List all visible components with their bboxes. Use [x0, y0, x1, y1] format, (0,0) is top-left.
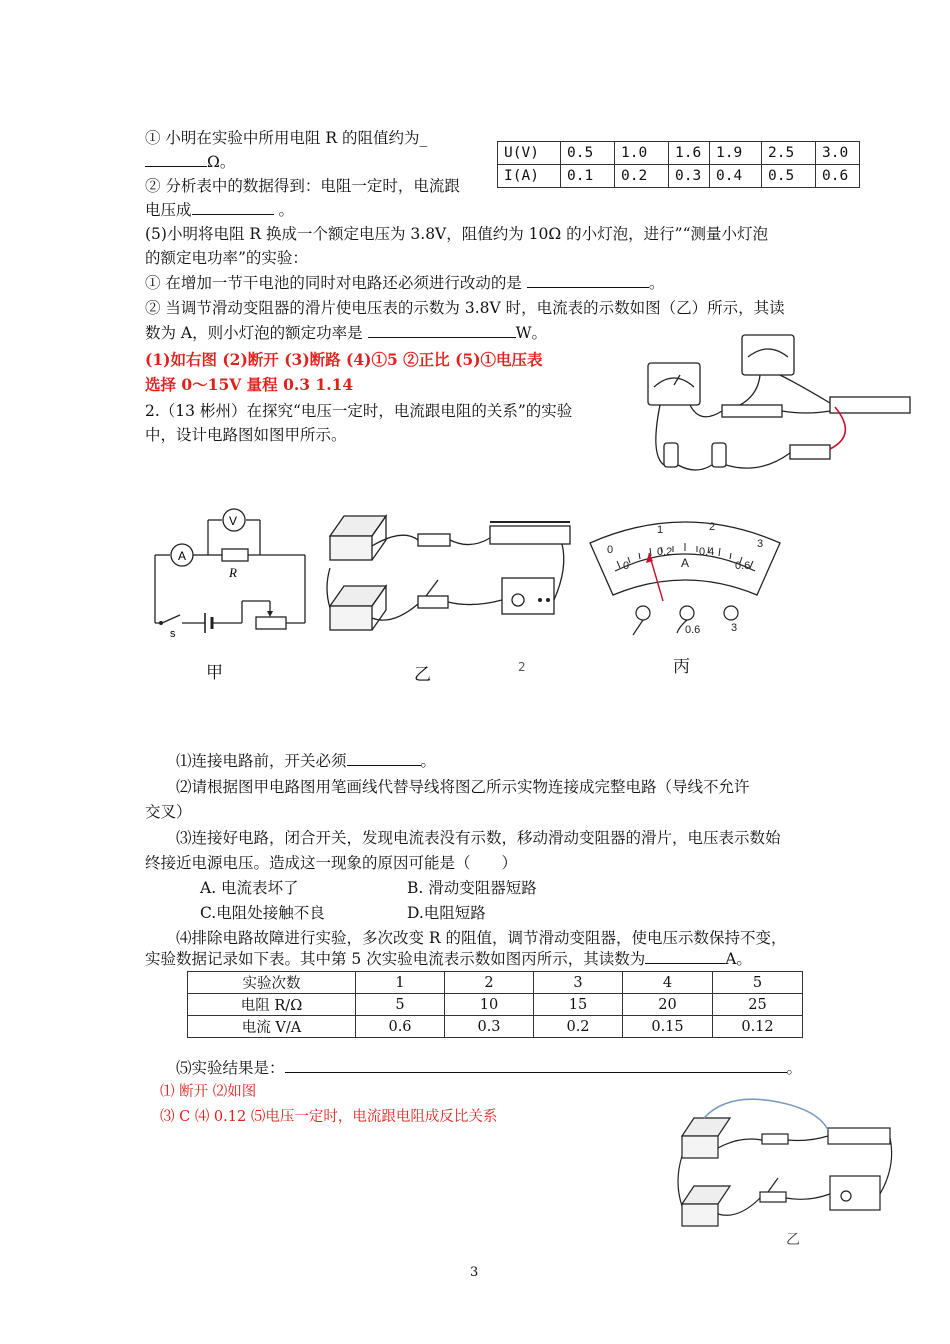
q1-part5-text-b: 的额定电功率”的实验：: [145, 249, 308, 267]
q1-part5-line2: [145, 247, 308, 269]
q2-part3-line2: [145, 852, 517, 874]
q1-part5-2-text-b: 数为 A，则小灯泡的额定功率是: [145, 324, 363, 342]
q2-intro-line1: [145, 400, 572, 422]
answer-blank[interactable]: [368, 322, 516, 338]
q1-part5-text: (5)小明将电阻 R 换成一个额定电压为 3.8V，阻值约为 10Ω 的小灯泡，进行”“测量小灯泡: [145, 225, 769, 243]
q2-part2-line1: [176, 776, 750, 798]
figure-label-yi-answer: 乙: [786, 1232, 800, 1248]
table-row: [188, 1016, 803, 1038]
q2-part3-text: ⑶连接好电路，闭合开关，发现电流表没有示数，移动滑动变阻器的滑片，电压表示数始: [176, 829, 781, 847]
figure-yi-apparatus: [322, 508, 584, 648]
resistor-label: R: [229, 565, 237, 580]
q1-part4-unit: Ω。: [207, 153, 236, 171]
table-cell: 电流 V/A: [188, 1016, 356, 1038]
q2-part4-end: A。: [725, 950, 752, 968]
q1-part5-line1: [145, 223, 768, 245]
terminal-negative: [636, 606, 650, 620]
resistor-icon: [418, 534, 450, 546]
q2-part2-text: ⑵请根据图甲电路图用笔画线代替导线将图乙所示实物连接成完整电路（导线不允许: [176, 778, 750, 796]
terminal-0-6: [680, 606, 694, 620]
rheostat-icon: [828, 1128, 890, 1144]
q2-answer-text-b: ⑶ C ⑷ 0.12 ⑸电压一定时，电流跟电阻成反比关系: [160, 1109, 498, 1125]
q1-part4-line2: [145, 151, 235, 173]
q1-part5-2-end: W。: [515, 324, 547, 342]
option-c-text: C.电阻处接触不良: [200, 904, 325, 922]
terminal-label: 3: [731, 622, 738, 634]
q2-part4-text: ⑷排除电路故障进行实验，多次改变 R 的阻值，调节滑动变阻器，使电压示数保持不变，: [176, 929, 787, 947]
q1-part5-2-line1: [145, 297, 785, 319]
figure-label-jia: 甲: [206, 663, 223, 683]
q1-answer-line2: [145, 374, 353, 396]
table-row: [498, 165, 860, 188]
table-cell: 电阻 R/Ω: [188, 994, 356, 1016]
resistor-icon: [722, 405, 782, 417]
switch-icon: [760, 1192, 786, 1202]
figure-label-two: 2: [518, 660, 526, 674]
ammeter-icon: [330, 586, 386, 606]
table-cell: I(A): [498, 165, 561, 188]
table-cell: 0.4: [710, 165, 762, 188]
option-a-text: A. 电流表坏了: [200, 879, 299, 897]
table-cell: 实验次数: [188, 972, 356, 994]
q1-part5-2-text: ② 当调节滑动变阻器的滑片使电压表的示数为 3.8V 时，电流表的示数如图（乙）所示，其读: [145, 299, 785, 317]
q1-answer-circuit-figure: [630, 325, 920, 485]
answer-blank[interactable]: [645, 948, 725, 964]
table-cell: 15: [534, 994, 623, 1016]
table-cell: 0.12: [713, 1016, 803, 1038]
dial-bottom-tick: 0: [623, 560, 630, 572]
q2-part5: [176, 1057, 802, 1079]
page-number: 3: [470, 1265, 479, 1280]
figure-bing-ammeter-dial: [585, 503, 785, 653]
battery-icon: [712, 443, 726, 467]
q2-answer-line2: [160, 1106, 497, 1128]
table-cell: 1.9: [710, 142, 762, 165]
option-d[interactable]: [407, 902, 486, 924]
table-cell: 5: [713, 972, 803, 994]
dial-top-tick: 1: [657, 524, 664, 536]
table-row: [498, 142, 860, 165]
q1-part4-line1: [145, 127, 427, 149]
q1-part4-2-text: ② 分析表中的数据得到：电阻一定时，电流跟: [145, 177, 460, 195]
figure-label-bing: 丙: [673, 657, 690, 677]
rheostat-symbol: [256, 617, 286, 629]
q2-answer-text: ⑴ 断开 ⑵如图: [160, 1084, 257, 1100]
switch-symbol: [162, 615, 180, 623]
table-cell: 10: [445, 994, 534, 1016]
resistor-symbol: [222, 549, 248, 561]
ammeter-label: A: [178, 549, 187, 563]
q2-part2-text-b: 交叉）: [145, 803, 192, 821]
q1-part5-1: [145, 272, 664, 294]
dial-unit: A: [681, 556, 690, 570]
voltmeter-icon: [682, 1118, 730, 1136]
q2-part1: [176, 750, 436, 772]
dial-bottom-tick: 0.2: [657, 546, 673, 558]
q2-intro-text: 2.（13 彬州）在探究“电压一定时，电流跟电阻的关系”的实验: [145, 402, 573, 420]
power-supply-icon: [830, 1176, 880, 1210]
answer-blank[interactable]: [347, 750, 421, 766]
q2-part5-end: 。: [786, 1059, 803, 1077]
table-cell: 4: [623, 972, 713, 994]
q2-part3-text-b: 终接近电源电压。造成这一现象的原因可能是（ ）: [145, 854, 518, 872]
q2-part4-line2: [145, 948, 752, 970]
table-row: [188, 994, 803, 1016]
q1-part5-1-text: ① 在增加一节干电池的同时对电路还必须进行改动的是: [145, 274, 522, 292]
q1-part4-text: ① 小明在实验中所用电阻 R 的阻值约为_: [145, 129, 428, 147]
table-cell: 3: [534, 972, 623, 994]
q2-part4-text-b: 实验数据记录如下表。其中第 5 次实验电流表示数如图丙所示，其读数为: [145, 950, 646, 968]
terminal-3: [724, 606, 738, 620]
voltmeter-label: V: [229, 514, 238, 528]
table-cell: 0.6: [816, 165, 860, 188]
option-c[interactable]: [200, 902, 325, 924]
q1-answer-text: (1)如右图 (2)断开 (3)断路 (4)①5 ②正比 (5)①电压表: [145, 350, 543, 369]
q2-data-table: [187, 971, 803, 1038]
table-cell: 1.0: [615, 142, 669, 165]
option-d-text: D.电阻短路: [407, 904, 486, 922]
figure-label-yi: 乙: [414, 665, 431, 685]
q1-part5-1-end: 。: [648, 274, 665, 292]
table-cell: 1: [356, 972, 445, 994]
battery-icon: [664, 443, 678, 467]
dial-zero: 0: [607, 544, 614, 556]
power-supply-icon: [502, 578, 554, 614]
switch-label: s: [170, 628, 176, 640]
dial-top-tick: 2: [709, 521, 716, 533]
switch-icon: [790, 445, 830, 459]
table-cell: 0.5: [762, 165, 816, 188]
q2-part1-end: 。: [420, 752, 437, 770]
q2-part3-line1: [176, 827, 781, 849]
q2-answer-line1: [160, 1081, 256, 1103]
q1-answer-text-b: 选择 0～15V 量程 0.3 1.14: [145, 375, 354, 394]
q1-part4-2-end: 。: [278, 201, 294, 219]
q1-part4-2-text-b: 电压成: [145, 201, 192, 219]
table-cell: 2.5: [762, 142, 816, 165]
q2-part2-line2: [145, 801, 192, 823]
table-cell: 20: [623, 994, 713, 1016]
q1-answer-line1: [145, 349, 543, 371]
table-cell: 25: [713, 994, 803, 1016]
dial-top-tick: 3: [757, 538, 764, 550]
table-cell: 0.2: [615, 165, 669, 188]
table-cell: 2: [445, 972, 534, 994]
table-cell: 0.3: [445, 1016, 534, 1038]
q1-part4-2-line2: [145, 199, 294, 221]
option-b[interactable]: [407, 877, 537, 899]
dial-bottom-tick: 0.6: [735, 560, 751, 572]
voltmeter-icon: [330, 516, 386, 536]
option-b-text: B. 滑动变阻器短路: [407, 879, 537, 897]
q2-intro-text-b: 中，设计电路图如图甲所示。: [145, 426, 347, 444]
table-cell: 3.0: [816, 142, 860, 165]
table-cell: 1.6: [669, 142, 710, 165]
q1-part5-2-line2: [145, 322, 547, 344]
answer-blank[interactable]: [527, 272, 649, 288]
option-a[interactable]: [200, 877, 299, 899]
switch-icon: [418, 596, 448, 608]
table-cell: 0.3: [669, 165, 710, 188]
resistor-icon: [762, 1134, 788, 1144]
rheostat-icon: [830, 397, 910, 413]
table-cell: 0.6: [356, 1016, 445, 1038]
dial-bottom-tick: 0.4: [699, 546, 715, 558]
answer-blank[interactable]: [192, 199, 274, 215]
q2-intro-line2: [145, 424, 347, 446]
q2-part1-text: ⑴连接电路前，开关必须: [176, 752, 347, 770]
table-cell: 0.5: [561, 142, 615, 165]
q2-answer-wiring-figure: [668, 1096, 900, 1256]
table-cell: 0.1: [561, 165, 615, 188]
table-row: [188, 972, 803, 994]
table-cell: 5: [356, 994, 445, 1016]
q1-data-table: [497, 141, 860, 188]
q2-part4-line1: [176, 927, 787, 949]
ammeter-icon: [682, 1186, 730, 1204]
table-cell: 0.2: [534, 1016, 623, 1038]
table-cell: 0.15: [623, 1016, 713, 1038]
terminal-label: 0.6: [685, 624, 701, 636]
answer-blank[interactable]: [285, 1057, 787, 1073]
q2-part5-text: ⑸实验结果是：: [176, 1059, 285, 1077]
figure-jia-schematic: [140, 505, 320, 640]
q1-part4-2-line1: [145, 175, 460, 197]
rheostat-icon: [490, 526, 570, 544]
answer-blank[interactable]: [145, 151, 207, 167]
table-cell: U(V): [498, 142, 561, 165]
